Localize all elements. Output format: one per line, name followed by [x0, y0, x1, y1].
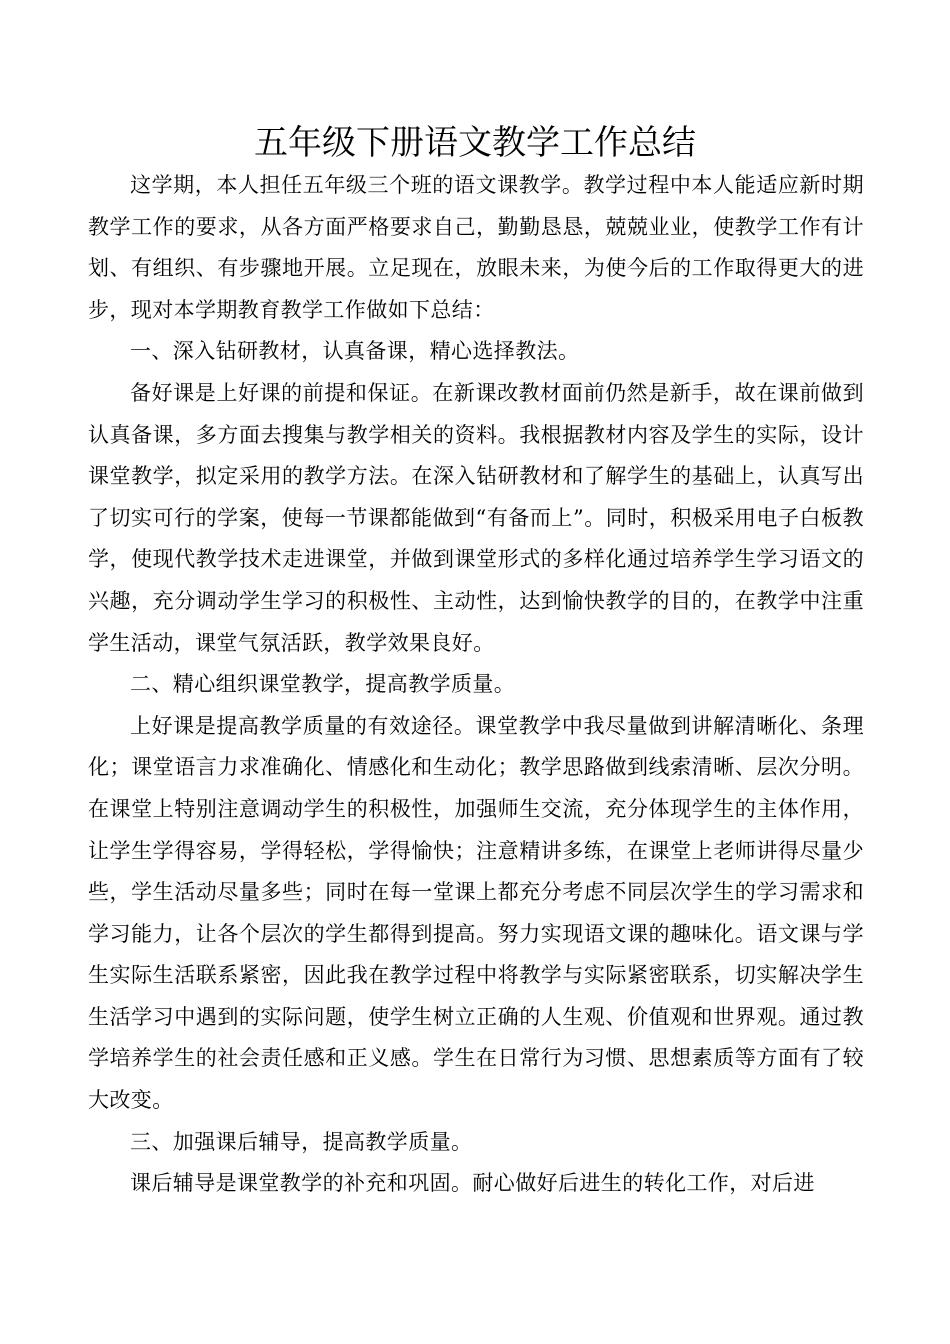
paragraph-after-class-tutoring: 课后辅导是课堂教学的补充和巩固。耐心做好后进生的转化工作，对后进 [130, 1171, 815, 1196]
paragraph-intro: 这学期，本人担任五年级三个班的语文课教学。教学过程中本人能适应新时期教学工作的要求，从各方面严格要求自己，勤勤恳恳，兢兢业业，使教学工作有计划、有组织、有步骤地开展。立足现在，放眼未来，为使今后的工作取得更大的进步，现对本学期教育教学工作做如下总结： [88, 173, 864, 322]
document-body [88, 165, 864, 1205]
section-heading-1: 一、深入钻研教材，认真备课，精心选择教法。 [130, 339, 580, 364]
paragraph-classroom-teaching: 上好课是提高教学质量的有效途径。课堂教学中我尽量做到讲解清晰化、条理化；课堂语言力求准确化、情感化和生动化；教学思路做到线索清晰、层次分明。在课堂上特别注意调动学生的积极性，加强师生交流，充分体现学生的主体作用，让学生学得容易，学得轻松，学得愉快；注意精讲多练，在课堂上老师讲得尽量少些，学生活动尽量多些；同时在每一堂课上都充分考虑不同层次学生的学习需求和学习能力，让各个层次的学生都得到提高。努力实现语文课的趣味化。语文课与学生实际生活联系紧密，因此我在教学过程中将教学与实际紧密联系，切实解决学生生活学习中遇到的实际问题，使学生树立正确的人生观、价值观和世界观。通过教学培养学生的社会责任感和正义感。学生在日常行为习惯、思想素质等方面有了较大改变。 [88, 713, 864, 1113]
document-title: 五年级下册语文教学工作总结 [254, 123, 696, 163]
section-heading-3: 三、加强课后辅导，提高教学质量。 [130, 1129, 473, 1154]
paragraph-lesson-prep: 备好课是上好课的前提和保证。在新课改教材面前仍然是新手，故在课前做到认真备课，多方面去搜集与教学相关的资料。我根据教材内容及学生的实际，设计课堂教学，拟定采用的教学方法。在深入钻研教材和了解学生的基础上，认真写出了切实可行的学案，使每一节课都能做到“有备而上”。同时，积极采用电子白板教学，使现代教学技术走进课堂，并做到课堂形式的多样化通过培养学生学习语文的兴趣，充分调动学生学习的积极性、主动性，达到愉快教学的目的，在教学中注重学生活动，课堂气氛活跃，教学效果良好。 [88, 380, 864, 655]
section-heading-2: 二、精心组织课堂教学，提高教学质量。 [130, 672, 516, 697]
